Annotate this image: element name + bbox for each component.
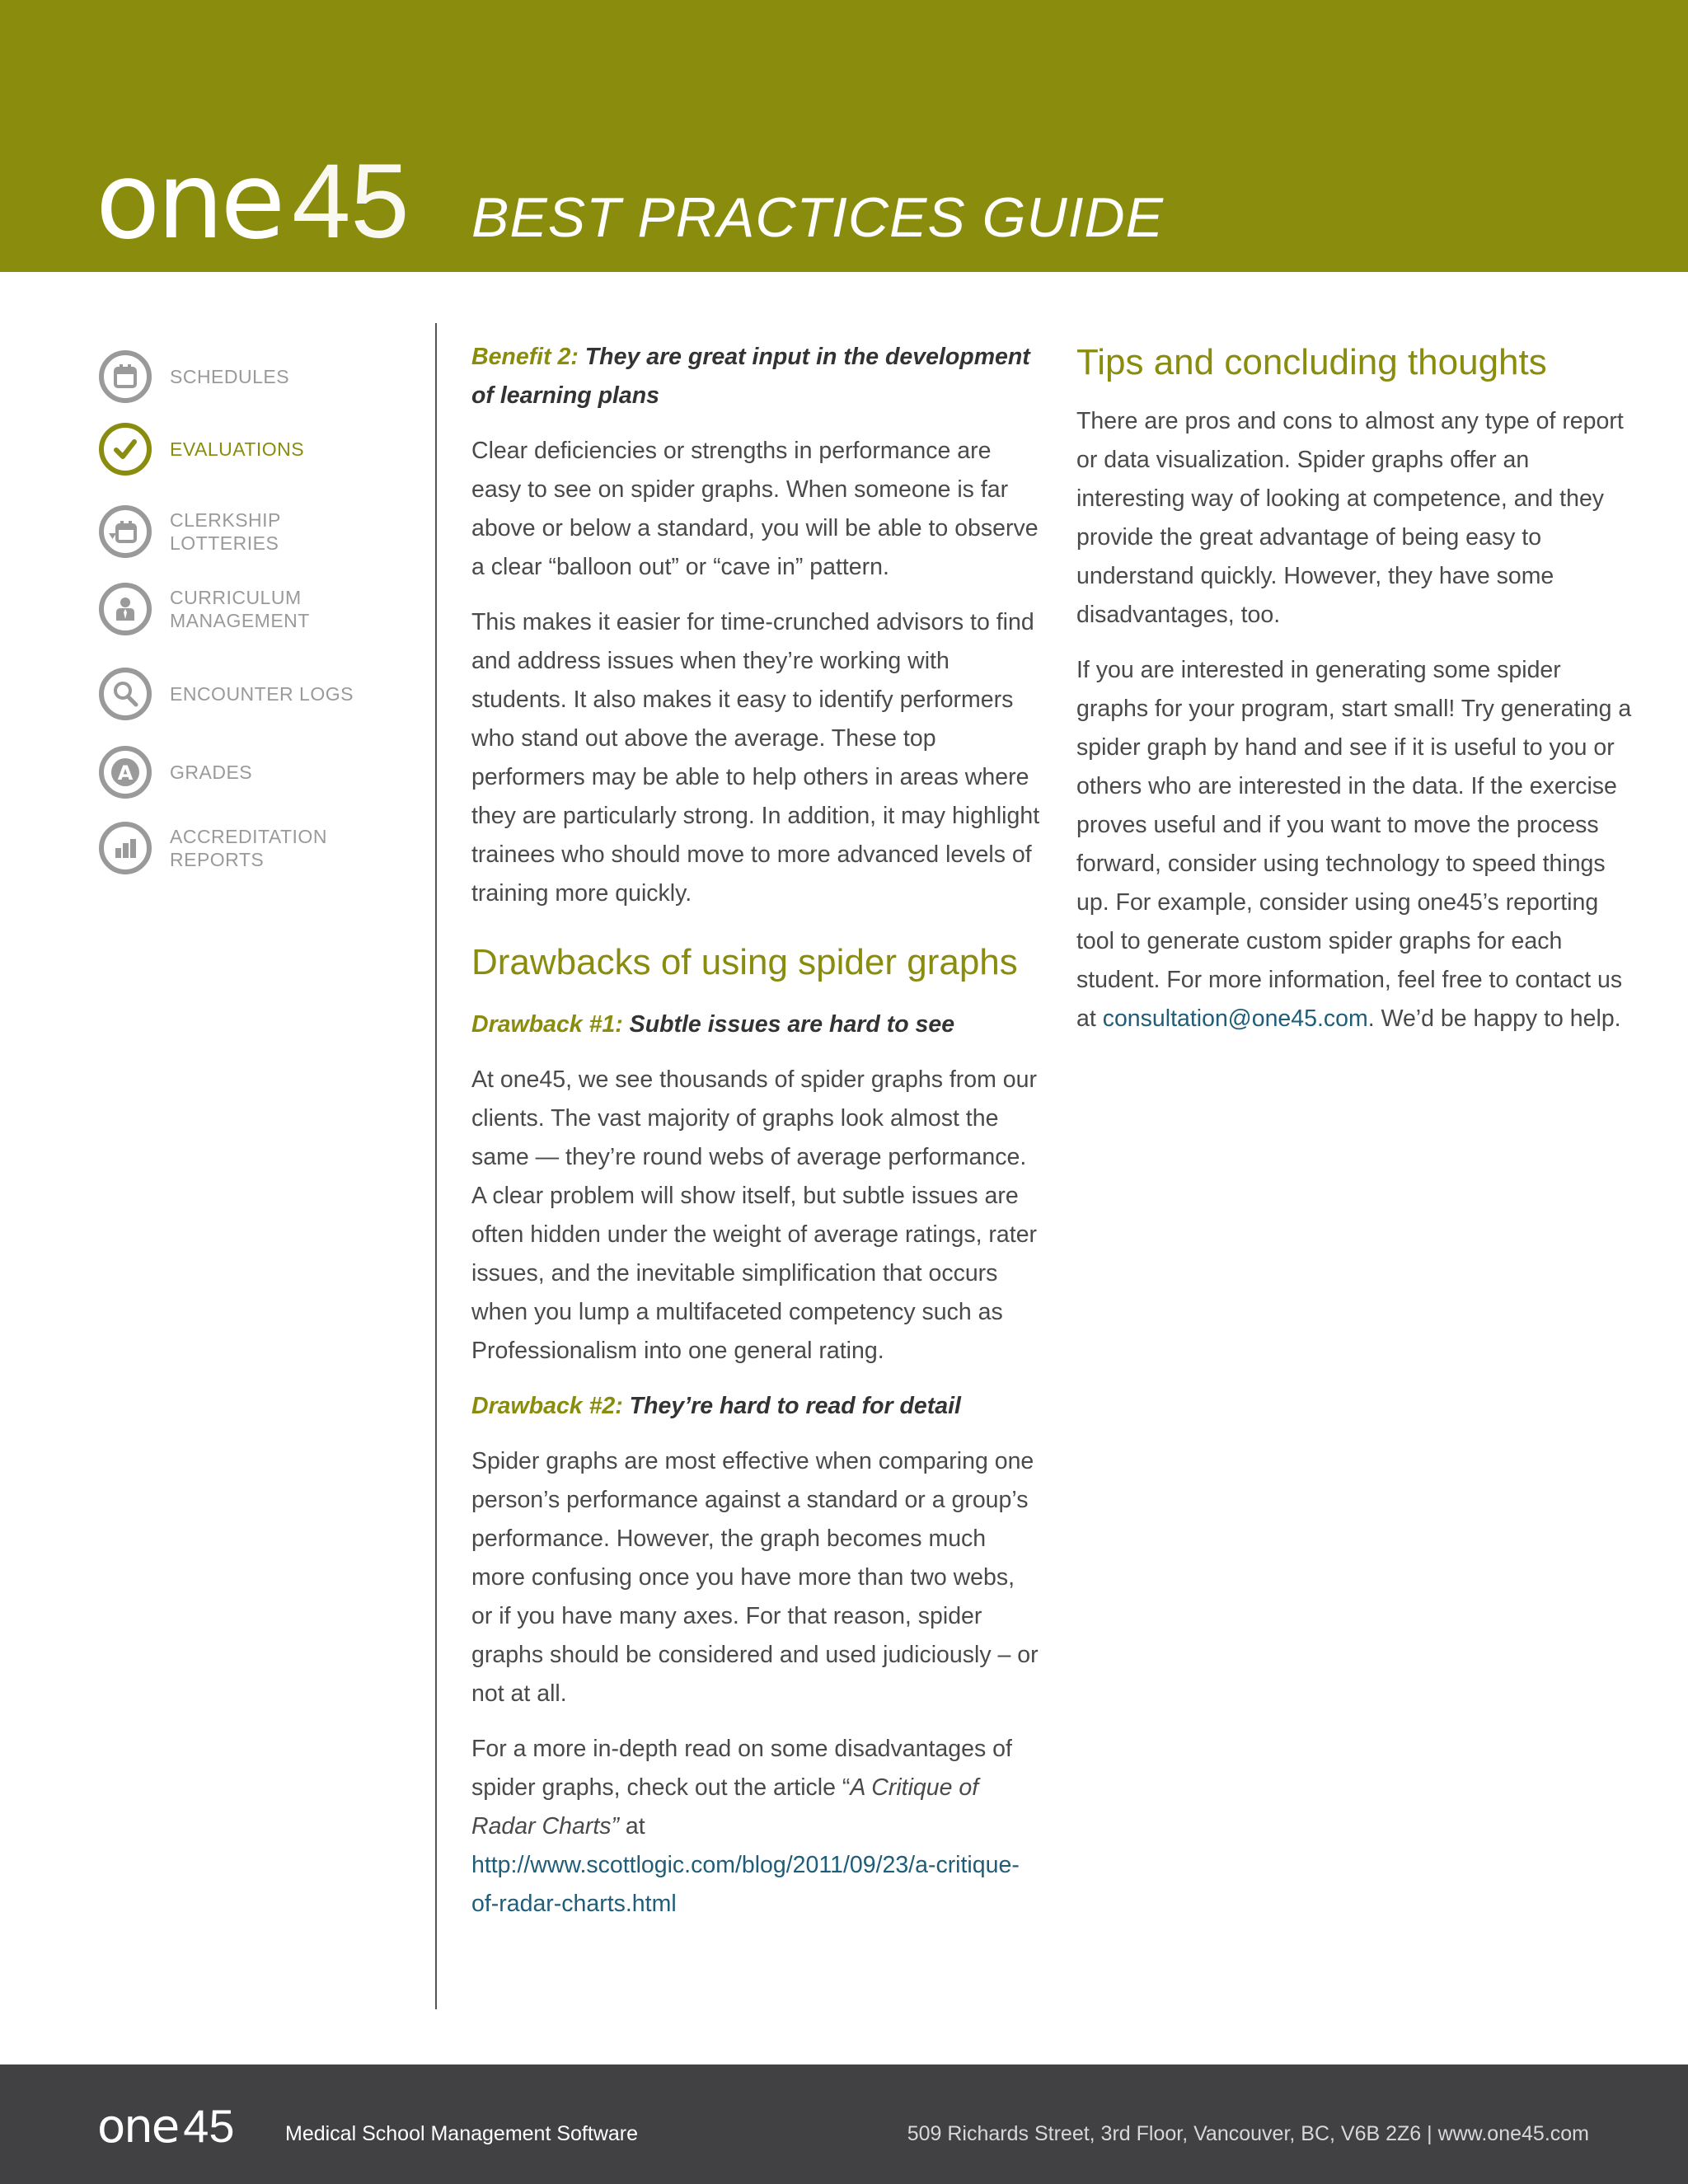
drawback-2-paragraph: Spider graphs are most effective when comparing one person’s performance against a standard or a group’s performance. However, the graph becomes much more confusing once you have more than two webs, or if you have many axes. For that reason, spider graphs should be considered and used judiciously – or not at all.	[471, 1448, 1039, 1707]
benefit-2-paragraph-2: This makes it easier for time-crunched advisors to find and address issues when they’re working with students. It also makes it easy to identify performers who stand out above the average. These top performers may be able to help others in areas where they are particularly strong. In addition, it may highlight trainees who should move to more advanced levels of training more quickly.	[471, 609, 1040, 907]
tips-paragraph-1: There are pros and cons to almost any type of report or data visualization. Spider graphs offer an interesting way of looking at competence, and they provide the great advantage of being easy to understand quickly. However, they have some disadvantages, too.	[1076, 408, 1624, 628]
further-reading-text: For a more in-depth read on some disadvantages of spider graphs, check out the article “	[471, 1736, 1012, 1801]
further-reading-at: at	[618, 1813, 645, 1840]
main-column-right	[1076, 338, 1637, 1055]
drawback-1-lead: Drawback #1:	[471, 1011, 623, 1038]
sidebar-item-label: CLERKSHIP LOTTERIES	[170, 509, 281, 554]
benefit-2-heading	[471, 338, 1040, 415]
benefit-2-paragraph-1: Clear deficiencies or strengths in performance are easy to see on spider graphs. When someone is far above or below a standard, you will be able to observe a clear “balloon out” or “cave in” pattern.	[471, 438, 1039, 580]
drawback-2-title: They’re hard to read for detail	[622, 1393, 961, 1419]
grade-a-icon	[99, 746, 152, 799]
sidebar-item-clerkship-lotteries[interactable]	[99, 505, 281, 558]
page-header	[0, 0, 1688, 272]
sidebar-item-label: CURRICULUM MANAGEMENT	[170, 587, 310, 631]
page-title: BEST PRACTICES GUIDE	[471, 186, 1164, 249]
logo-one: one	[96, 140, 283, 263]
drawback-2-lead: Drawback #2:	[471, 1393, 623, 1419]
article-link[interactable]: http://www.scottlogic.com/blog/2011/09/23/a-critique-of-radar-charts.html	[471, 1852, 1020, 1917]
sidebar-item-label: SCHEDULES	[170, 366, 290, 387]
sidebar-item-label: GRADES	[170, 762, 253, 783]
main-column-left	[471, 338, 1040, 1940]
bar-chart-icon	[99, 822, 152, 874]
magnifier-icon	[99, 668, 152, 720]
footer-logo-45: 45	[183, 2100, 235, 2152]
footer-logo-one: one	[97, 2100, 179, 2154]
calendar-icon	[99, 350, 152, 403]
sidebar-item-curriculum-management[interactable]	[99, 583, 310, 635]
one45-logo	[96, 140, 410, 263]
footer-tagline: Medical School Management Software	[285, 2122, 639, 2145]
drawback-1-title: Subtle issues are hard to see	[622, 1011, 955, 1038]
sidebar-item-grades[interactable]	[99, 746, 252, 799]
further-reading-paragraph	[471, 1730, 1040, 1924]
page-footer	[0, 2064, 1688, 2184]
article-title: A Critique of Radar Charts”	[471, 1774, 979, 1840]
sidebar-item-schedules[interactable]	[99, 350, 289, 403]
logo-45: 45	[292, 143, 410, 260]
tips-paragraph-2	[1076, 651, 1637, 1038]
sidebar-item-label: ACCREDITATION REPORTS	[170, 826, 327, 870]
person-icon	[99, 583, 152, 635]
drawback-1-heading	[471, 1005, 1040, 1044]
benefit-2-lead: Benefit 2:	[471, 344, 579, 370]
tips-paragraph-2-end: . We’d be happy to help.	[1367, 1005, 1621, 1032]
sidebar-item-label: ENCOUNTER LOGS	[170, 683, 354, 705]
drawbacks-heading: Drawbacks of using spider graphs	[471, 942, 1018, 982]
drawback-1-paragraph: At one45, we see thousands of spider graphs from our clients. The vast majority of graphs look almost the same — they’re round webs of average performance. A clear problem will show itself, but subtle issues are often hidden under the weight of average ratings, rater issues, and the inevitable simplification that occurs when you lump a multifaceted competency such as Professionalism into one general rating.	[471, 1066, 1038, 1364]
drawback-2-heading	[471, 1387, 1040, 1426]
sidebar-item-accreditation-reports[interactable]	[99, 822, 327, 874]
checkmark-icon	[99, 423, 152, 476]
contact-email-link[interactable]: consultation@one45.com	[1102, 1005, 1368, 1032]
column-divider	[435, 323, 437, 2009]
svg-text:A: A	[117, 762, 134, 785]
sidebar-item-evaluations[interactable]	[99, 423, 304, 476]
sidebar-item-encounter-logs[interactable]	[99, 668, 354, 720]
sidebar-item-label: EVALUATIONS	[170, 438, 305, 460]
footer-logo	[97, 2099, 235, 2154]
tips-heading: Tips and concluding thoughts	[1076, 342, 1547, 382]
benefit-2-title: They are great input in the development of learning plans	[471, 344, 1030, 409]
footer-address: 509 Richards Street, 3rd Floor, Vancouver, BC, V6B 2Z6 | www.one45.com	[907, 2122, 1589, 2145]
tips-paragraph-2-text: If you are interested in generating some spider graphs for your program, start small! Try generating a spider graph by hand and see if it is useful to you or others who are interested in the data. If the exercise proves useful and if you want to move the process forward, consider using technology to speed things up. For example, consider using one45’s reporting tool to generate custom spider graphs for each student. For more information, feel free to contact us at	[1076, 657, 1632, 1032]
calendar-cycle-icon	[99, 505, 152, 558]
